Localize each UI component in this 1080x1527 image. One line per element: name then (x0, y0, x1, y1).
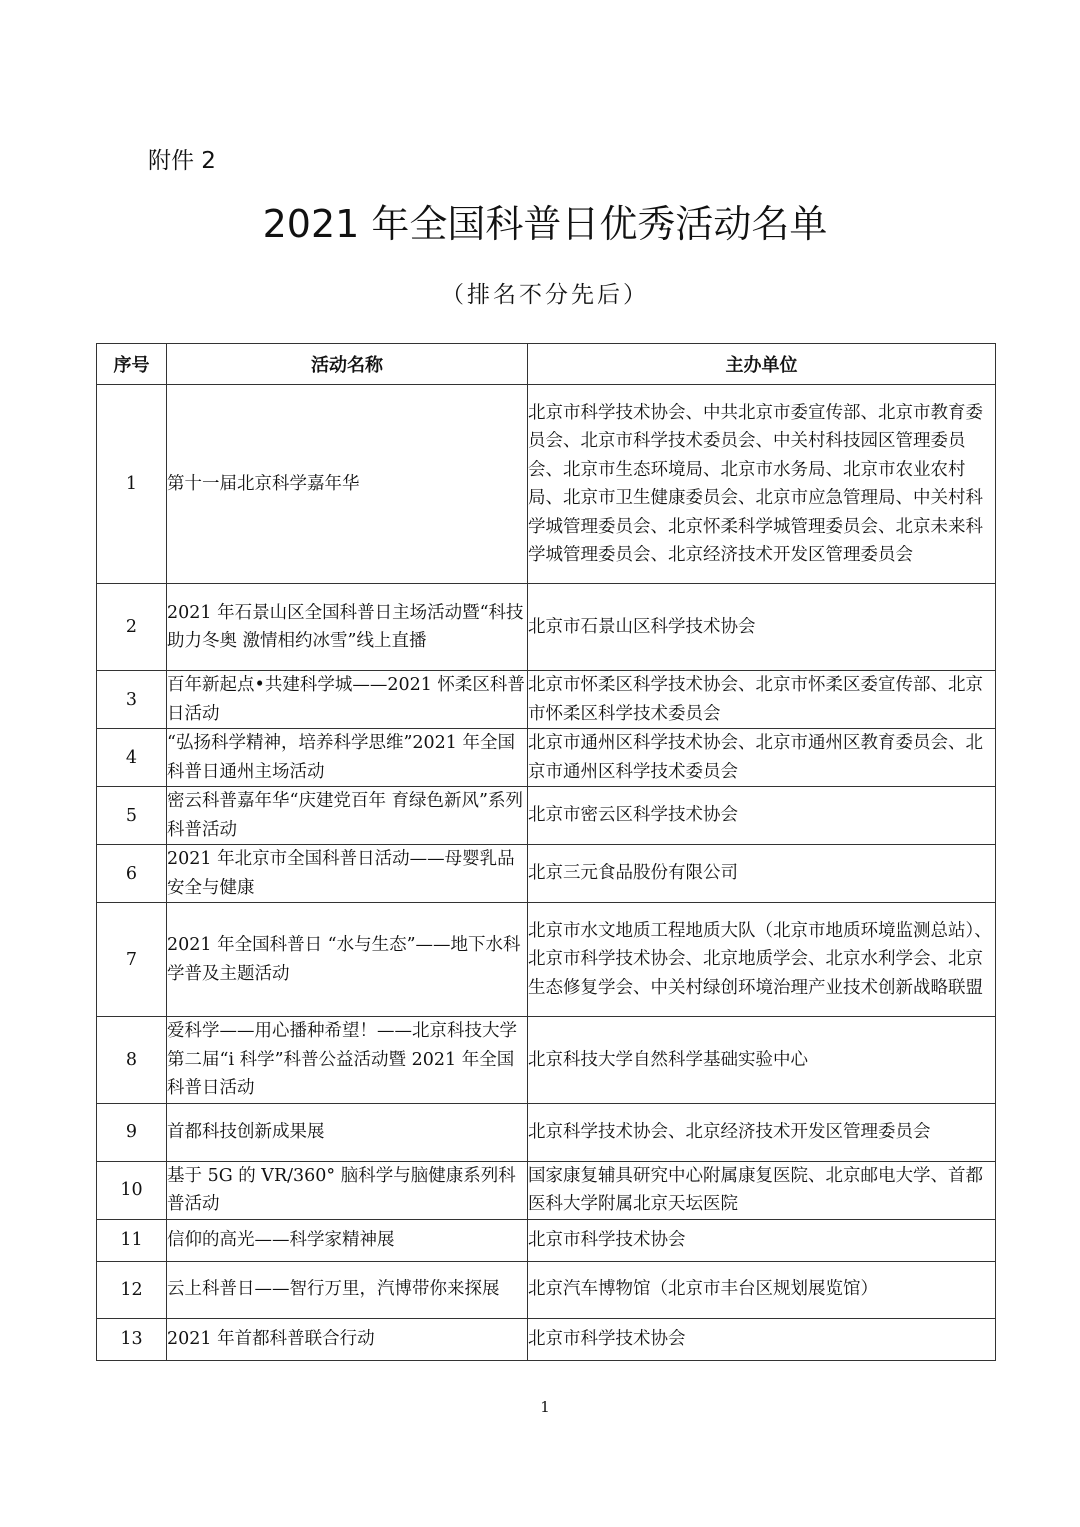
table-row (97, 1161, 996, 1219)
host-organization: 北京市科学技术协会 (528, 1318, 996, 1360)
activity-name: 云上科普日——智行万里，汽博带你来探展 (167, 1261, 528, 1318)
document-subtitle: （排名不分先后） (441, 282, 649, 308)
table-row (97, 1318, 996, 1360)
row-number: 2 (97, 584, 167, 671)
page-number: 1 (540, 1398, 550, 1416)
row-number: 8 (97, 1017, 167, 1104)
table-row (97, 385, 996, 584)
activity-name: “弘扬科学精神，培养科学思维”2021 年全国科普日通州主场活动 (167, 729, 528, 787)
row-number: 5 (97, 787, 167, 845)
row-number: 12 (97, 1261, 167, 1318)
document-title: 2021 年全国科普日优秀活动名单 (262, 202, 828, 246)
table-row (97, 1261, 996, 1318)
host-organization: 北京三元食品股份有限公司 (528, 845, 996, 903)
activity-name: 2021 年北京市全国科普日活动——母婴乳品安全与健康 (167, 845, 528, 903)
table-row (97, 787, 996, 845)
host-organization: 北京市通州区科学技术协会、北京市通州区教育委员会、北京市通州区科学技术委员会 (528, 729, 996, 787)
activity-name: 第十一届北京科学嘉年华 (167, 385, 528, 584)
activity-name: 信仰的高光——科学家精神展 (167, 1219, 528, 1261)
row-number: 9 (97, 1103, 167, 1161)
activity-name: 密云科普嘉年华“庆建党百年 育绿色新风”系列科普活动 (167, 787, 528, 845)
row-number: 13 (97, 1318, 167, 1360)
host-organization: 北京市石景山区科学技术协会 (528, 584, 996, 671)
row-number: 3 (97, 671, 167, 729)
activity-name: 2021 年石景山区全国科普日主场活动暨“科技助力冬奥 激情相约冰雪”线上直播 (167, 584, 528, 671)
host-organization: 北京科学技术协会、北京经济技术开发区管理委员会 (528, 1103, 996, 1161)
host-organization: 国家康复辅具研究中心附属康复医院、北京邮电大学、首都医科大学附属北京天坛医院 (528, 1161, 996, 1219)
table-row (97, 845, 996, 903)
activity-name: 2021 年全国科普日 “水与生态”——地下水科学普及主题活动 (167, 903, 528, 1017)
row-number: 6 (97, 845, 167, 903)
row-number: 7 (97, 903, 167, 1017)
table-row (97, 1017, 996, 1104)
activity-name: 爱科学——用心播种希望！——北京科技大学第二届“i 科学”科普公益活动暨 2021 年全国科普日活动 (167, 1017, 528, 1104)
host-organization: 北京市科学技术协会 (528, 1219, 996, 1261)
host-organization: 北京市科学技术协会、中共北京市委宣传部、北京市教育委员会、北京市科学技术委员会、中关村科技园区管理委员会、北京市生态环境局、北京市水务局、北京市农业农村局、北京市卫生健康委员会、北京市应急管理局、中关村科学城管理委员会、北京怀柔科学城管理委员会、北京未来科学城管理委员会、北京经济技术开发区管理委员会 (528, 385, 996, 584)
host-organization: 北京市密云区科学技术协会 (528, 787, 996, 845)
table-header-row (97, 344, 996, 385)
row-number: 1 (97, 385, 167, 584)
table-row (97, 903, 996, 1017)
activity-table (96, 343, 996, 1361)
row-number: 4 (97, 729, 167, 787)
table-row (97, 1103, 996, 1161)
table-row (97, 1219, 996, 1261)
activity-name: 2021 年首都科普联合行动 (167, 1318, 528, 1360)
host-organization: 北京科技大学自然科学基础实验中心 (528, 1017, 996, 1104)
attachment-label: 附件 2 (148, 148, 216, 174)
table-row (97, 584, 996, 671)
host-organization: 北京汽车博物馆（北京市丰台区规划展览馆） (528, 1261, 996, 1318)
column-header-host: 主办单位 (528, 344, 996, 385)
column-header-activity-name: 活动名称 (167, 344, 528, 385)
activity-name: 首都科技创新成果展 (167, 1103, 528, 1161)
table-row (97, 729, 996, 787)
column-header-number: 序号 (97, 344, 167, 385)
activity-name: 基于 5G 的 VR/360° 脑科学与脑健康系列科普活动 (167, 1161, 528, 1219)
activity-name: 百年新起点•共建科学城——2021 怀柔区科普日活动 (167, 671, 528, 729)
host-organization: 北京市怀柔区科学技术协会、北京市怀柔区委宣传部、北京市怀柔区科学技术委员会 (528, 671, 996, 729)
row-number: 11 (97, 1219, 167, 1261)
host-organization: 北京市水文地质工程地质大队（北京市地质环境监测总站）、北京市科学技术协会、北京地质学会、北京水利学会、北京生态修复学会、中关村绿创环境治理产业技术创新战略联盟 (528, 903, 996, 1017)
row-number: 10 (97, 1161, 167, 1219)
table-row (97, 671, 996, 729)
